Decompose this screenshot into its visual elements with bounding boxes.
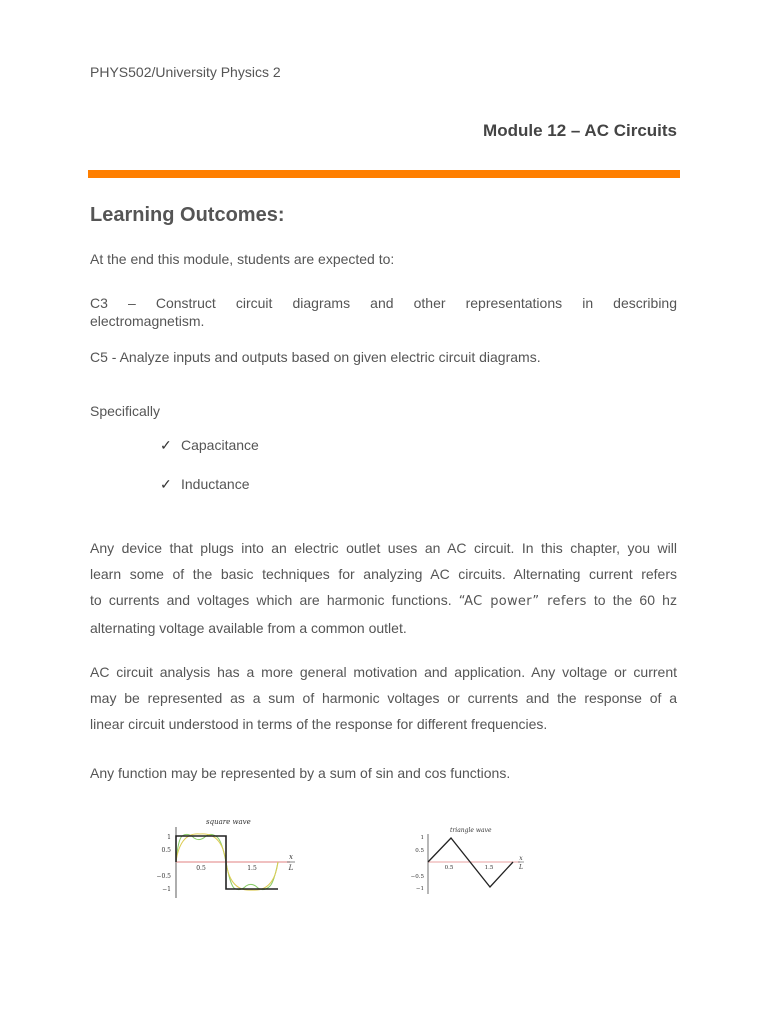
- list-item-inductance: [160, 476, 250, 493]
- square-wave-figure: [150, 812, 300, 902]
- outcome-c3-line2: electromagnetism.: [90, 313, 205, 329]
- y-tick-label: 1: [420, 835, 424, 841]
- triangle-wave-line: [428, 838, 513, 887]
- paragraph-ac-intro: [90, 535, 677, 641]
- x-axis-label-num: x: [289, 853, 293, 861]
- orange-divider: [88, 170, 680, 178]
- module-title: Module 12 – AC Circuits: [483, 121, 677, 140]
- text-run: to currents and voltages which are harmonic functions.: [90, 592, 459, 608]
- paragraph-line: linear circuit understood in terms of the response for different frequencies.: [90, 716, 548, 732]
- course-code: PHYS502/University Physics 2: [90, 64, 281, 80]
- figure-title: triangle wave: [450, 827, 492, 834]
- x-axis-label-den: L: [519, 864, 523, 871]
- x-tick-label: 1.5: [484, 865, 494, 871]
- outcomes-intro: At the end this module, students are expected to:: [90, 251, 395, 267]
- y-tick-label: 1: [167, 834, 171, 841]
- y-tick-label: −0.5: [156, 873, 171, 880]
- checkmark-icon: ✓: [160, 437, 172, 453]
- x-axis-label-num: x: [519, 855, 523, 862]
- text-run: to the 60 hz: [586, 592, 677, 608]
- paragraph-line: may be represented as a sum of harmonic voltages or currents and the response of a: [90, 690, 677, 706]
- figure-title: square wave: [206, 818, 251, 826]
- paragraph-ac-analysis: [90, 659, 677, 737]
- paragraph-line: [90, 587, 677, 615]
- triangle-wave-figure: [400, 822, 530, 897]
- list-item-label: Inductance: [181, 476, 250, 492]
- x-axis-label-den: L: [288, 864, 294, 872]
- square-wave-line: [176, 836, 278, 889]
- checkmark-icon: ✓: [160, 476, 172, 492]
- quoted-term: “AC power” refers: [458, 594, 587, 609]
- y-tick-label: −1: [415, 886, 424, 892]
- outcome-c5: C5 - Analyze inputs and outputs based on given electric circuit diagrams.: [90, 349, 541, 365]
- y-tick-label: −1: [162, 886, 171, 893]
- learning-outcomes-heading: Learning Outcomes:: [90, 204, 285, 226]
- harmonic-curve: [176, 834, 226, 862]
- outcome-c3-line1: C3 – Construct circuit diagrams and other representations in describing: [90, 295, 677, 311]
- paragraph-line: alternating voltage available from a common outlet.: [90, 620, 407, 636]
- list-item-capacitance: [160, 437, 259, 454]
- x-tick-label: 1.5: [247, 865, 257, 872]
- paragraph-line: AC circuit analysis has a more general motivation and application. Any voltage or current: [90, 664, 677, 680]
- paragraph-line: Any device that plugs into an electric outlet uses an AC circuit. In this chapter, you will: [90, 540, 677, 556]
- list-item-label: Capacitance: [181, 437, 259, 453]
- x-tick-label: 0.5: [444, 865, 454, 871]
- paragraph-fourier: Any function may be represented by a sum of sin and cos functions.: [90, 765, 511, 781]
- paragraph-line: learn some of the basic techniques for analyzing AC circuits. Alternating current refers: [90, 566, 677, 582]
- x-tick-label: 0.5: [196, 865, 206, 872]
- specifically-label: Specifically: [90, 403, 161, 419]
- y-tick-label: 0.5: [415, 848, 424, 854]
- y-tick-label: 0.5: [161, 847, 171, 854]
- y-tick-label: −0.5: [410, 874, 424, 880]
